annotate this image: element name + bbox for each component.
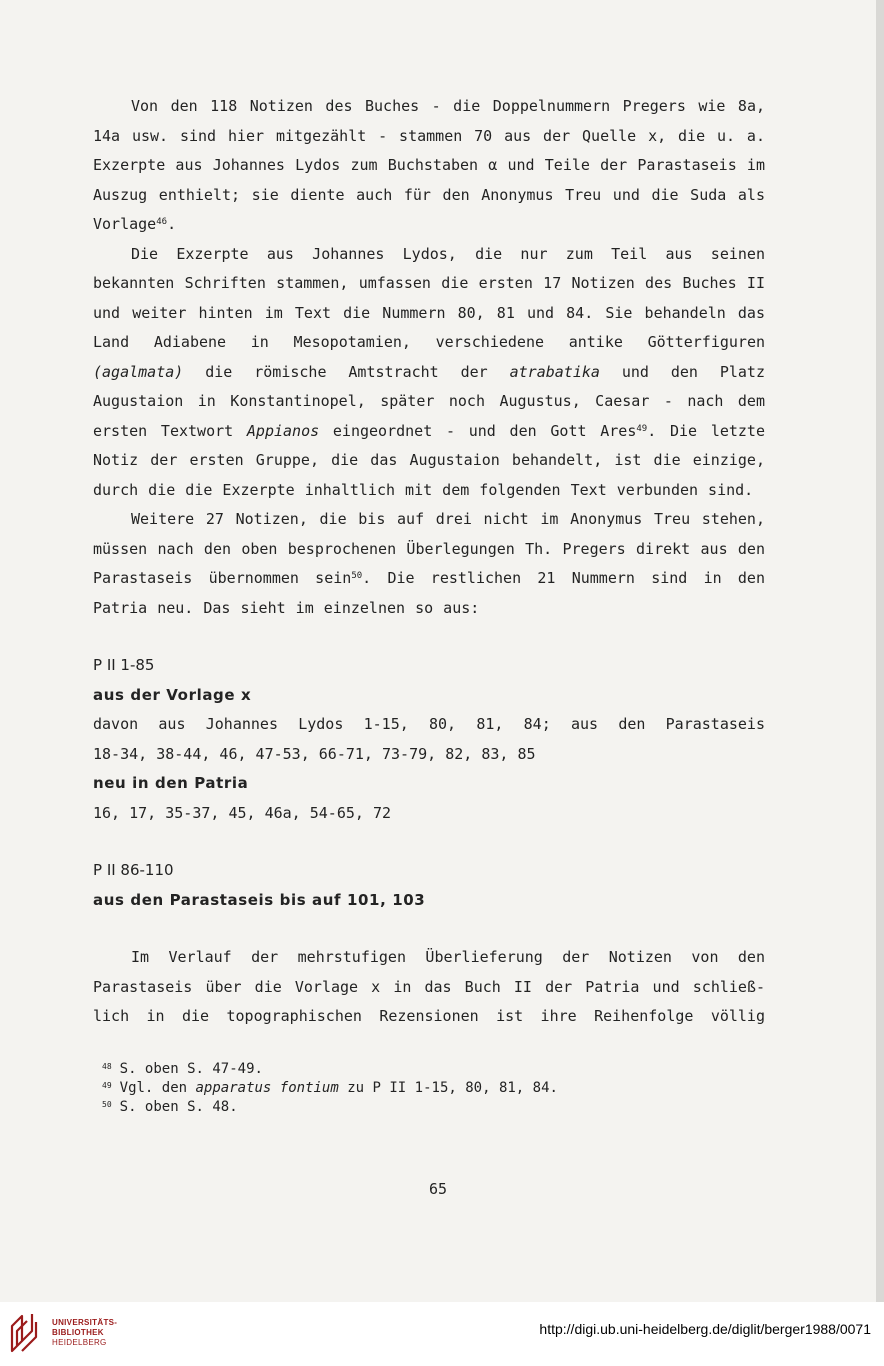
section-heading: P II 86-110	[93, 861, 174, 879]
footnotes	[102, 1060, 558, 1117]
footnote-48: $^{48}$ S. oben S. 47-49.	[102, 1061, 263, 1077]
section-subheading: aus den Parastaseis bis auf 101, 103	[93, 890, 426, 909]
paragraph-line: Im Verlauf der mehrstufigen Überlieferung der Notizen von den	[131, 948, 765, 966]
paragraph-line: Parastaseis über die Vorlage x in das Buch II der Patria und schließ-	[93, 977, 765, 996]
footnote-50: $^{50}$ S. oben S. 48.	[102, 1099, 238, 1115]
viewer-footer	[0, 1302, 884, 1366]
library-name[interactable]: UNIVERSITÄTS- BIBLIOTHEK HEIDELBERG	[52, 1318, 118, 1347]
section-line: 16, 17, 35-37, 45, 46a, 54-65, 72	[93, 803, 392, 822]
paragraph-2: Die Exzerpte aus Johannes Lydos, die nur zum Teil aus seinen bekannten Schriften stammen, umfassen die ersten 17 Notizen des Buches II und weiter hinten im Text die Nummern 80, 81 und 84. Sie behandeln das Land Adiabene in Mesopotamien, verschiedene antike Götterfiguren (agalmata) die römische Amtstracht der atrabatika und den Platz Augustaion in Konstantinopel, später noch Augustus, Caesar - nach dem ersten Textwort Appianos eingeordnet - und den Gott Ares$^{49}$. Die letzte Notiz der ersten Gruppe, die das Augustaion behandelt, ist die einzige, durch die die Exzerpte inhaltlich mit dem folgenden Text verbunden sind.	[93, 244, 765, 499]
section-heading: P II 1-85	[93, 656, 155, 674]
section-subheading: neu in den Patria	[93, 774, 249, 792]
section-line: 18-34, 38-44, 46, 47-53, 66-71, 73-79, 82, 83, 85	[93, 744, 536, 763]
paragraph-1: Von den 118 Notizen des Buches - die Doppelnummern Pregers wie 8a, 14a usw. sind hier mitgezählt - stammen 70 aus der Quelle x, die u. a. Exzerpte aus Johannes Lydos zum Buchstaben α und Teile der Parastaseis im Auszug enthielt; sie diente auch für den Anonymus Treu und die Suda als Vorlage$^{46}$.	[93, 97, 765, 233]
page-number: 65	[428, 1180, 448, 1198]
paragraph-line: lich in die topographischen Rezensionen ist ihre Reihenfolge völlig	[93, 1007, 765, 1025]
permalink-url[interactable]: http://digi.ub.uni-heidelberg.de/diglit/berger1988/0071	[539, 1321, 871, 1337]
table-section-1	[93, 651, 765, 828]
page-edge	[876, 0, 884, 1302]
table-section-2	[93, 856, 765, 915]
section-line: davon aus Johannes Lydos 1-15, 80, 81, 84; aus den Parastaseis	[93, 715, 765, 733]
paragraph-4	[93, 943, 765, 1032]
paragraph-3: Weitere 27 Notizen, die bis auf drei nicht im Anonymus Treu stehen, müssen nach den oben besprochenen Überlegungen Th. Pregers direkt aus den Parastaseis übernommen sein$^{50}$. Die restlichen 21 Nummern sind in den Patria neu. Das sieht im einzelnen so aus:	[93, 510, 765, 617]
section-subheading: aus der Vorlage x	[93, 685, 252, 704]
heidelberg-library-logo-icon[interactable]	[9, 1310, 43, 1354]
footnote-49: $^{49}$ Vgl. den apparatus fontium zu P II 1-15, 80, 81, 84.	[102, 1080, 558, 1096]
body-text	[93, 92, 765, 1032]
